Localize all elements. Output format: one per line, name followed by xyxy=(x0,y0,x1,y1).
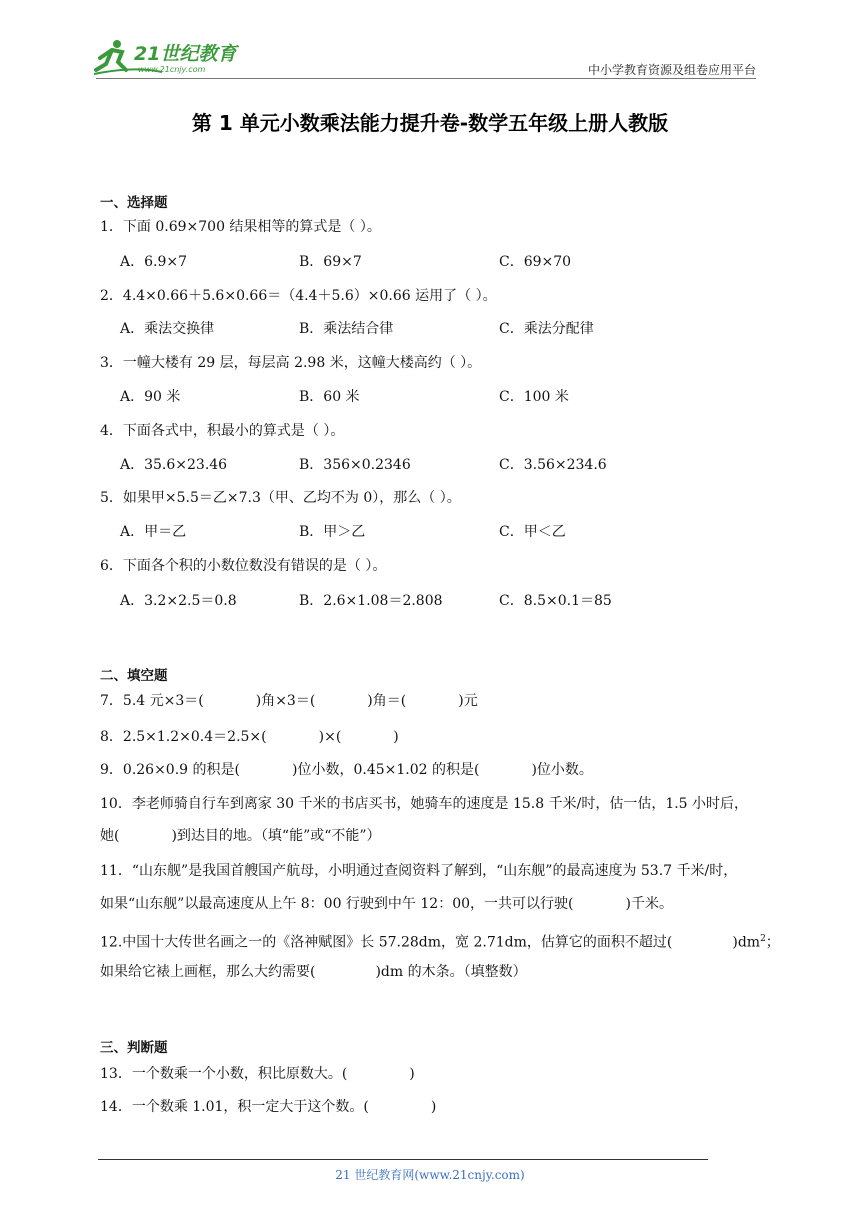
q5-option-c: C．甲＜乙 xyxy=(499,524,566,540)
logo-url: www.21cnjy.com xyxy=(138,65,206,74)
footer-link[interactable]: 21 世纪教育网(www.21cnjy.com) xyxy=(335,1168,525,1182)
question-12-line-1: 12.中国十大传世名画之一的《洛神赋图》长 57.28dm，宽 2.71dm，估算它的面积不超过( )$dm^2$； xyxy=(100,934,780,951)
q4-option-c: C．3.56×234.6 xyxy=(499,457,607,473)
q5-option-a: A．甲＝乙 xyxy=(120,524,187,540)
q2-option-c: C．乘法分配律 xyxy=(499,321,594,337)
page-title: 第 1 单元小数乘法能力提升卷-数学五年级上册人教版 xyxy=(191,111,669,135)
section-choice-heading: 一、选择题 xyxy=(100,195,168,211)
q4-option-b: B．356×0.2346 xyxy=(299,457,411,473)
logo-text: 21世纪教育 xyxy=(134,43,237,65)
q6-option-c: C．8.5×0.1＝85 xyxy=(499,593,612,609)
q3-option-c: C．100 米 xyxy=(499,389,569,405)
question-10-line-2: 她( )到达目的地。（填“能”或“不能”） xyxy=(100,828,381,844)
q1-option-a: A．6.9×7 xyxy=(120,254,188,270)
header-divider xyxy=(96,78,756,79)
platform-label: 中小学教育资源及组卷应用平台 xyxy=(587,63,756,77)
question-2: 2．4.4×0.66＋5.6×0.66＝（4.4＋5.6）×0.66 运用了（ ）。 xyxy=(100,288,497,304)
question-7: 7．5.4 元×3＝( )角×3＝( )角＝( )元 xyxy=(100,693,478,709)
section-judge-heading: 三、判断题 xyxy=(100,1040,168,1056)
question-1: 1．下面 0.69×700 结果相等的算式是（ ）。 xyxy=(100,219,381,235)
question-5: 5．如果甲×5.5＝乙×7.3（甲、乙均不为 0），那么（ ）。 xyxy=(100,490,461,506)
site-logo xyxy=(92,36,262,78)
question-8: 8．2.5×1.2×0.4＝2.5×( )×( ) xyxy=(100,729,399,745)
question-11-line-1: 11．“山东舰”是我国首艘国产航母，小明通过查阅资料了解到，“山东舰”的最高速度为 53.7 千米/时， xyxy=(100,863,738,879)
question-6: 6．下面各个积的小数位数没有错误的是（ ）。 xyxy=(100,558,387,574)
question-12-line-2: 如果给它裱上画框，那么大约需要( )dm 的木条。（填整数） xyxy=(100,964,527,980)
question-3: 3．一幢大楼有 29 层，每层高 2.98 米，这幢大楼高约（ ）。 xyxy=(100,355,482,371)
question-9: 9．0.26×0.9 的积是( )位小数，0.45×1.02 的积是( )位小数。 xyxy=(100,762,593,778)
section-fill-heading: 二、填空题 xyxy=(100,668,168,684)
q4-option-a: A．35.6×23.46 xyxy=(120,457,228,473)
q6-option-b: B．2.6×1.08＝2.808 xyxy=(299,593,443,609)
q1-option-c: C．69×70 xyxy=(499,254,572,270)
q1-option-b: B．69×7 xyxy=(299,254,362,270)
q5-option-b: B．甲＞乙 xyxy=(299,524,366,540)
footer-divider xyxy=(98,1159,708,1160)
q2-option-a: A．乘法交换律 xyxy=(120,321,215,337)
q3-option-a: A．90 米 xyxy=(120,389,181,405)
q2-option-b: B．乘法结合律 xyxy=(299,321,394,337)
q6-option-a: A．3.2×2.5＝0.8 xyxy=(120,593,237,609)
question-14: 14．一个数乘 1.01，积一定大于这个数。( ) xyxy=(100,1099,437,1115)
question-10-line-1: 10．李老师骑自行车到离家 30 千米的书店买书，她骑车的速度是 15.8 千米/时，估一估，1.5 小时后， xyxy=(100,796,749,812)
question-13: 13．一个数乘一个小数，积比原数大。( ) xyxy=(100,1066,415,1082)
question-4: 4．下面各式中，积最小的算式是（ ）。 xyxy=(100,423,345,439)
q3-option-b: B．60 米 xyxy=(299,389,360,405)
question-11-line-2: 如果“山东舰”以最高速度从上午 8：00 行驶到中午 12：00，一共可以行驶( )千米。 xyxy=(100,896,673,912)
